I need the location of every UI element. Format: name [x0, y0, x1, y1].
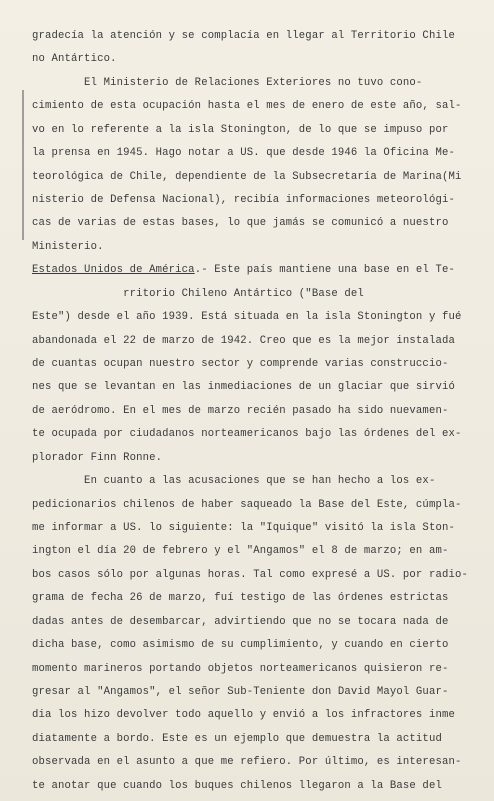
margin-mark-line [22, 90, 24, 240]
text-line: no Antártico. [32, 53, 117, 66]
text-line: momento marineros portando objetos norteamericanos quisieron re- [32, 662, 449, 675]
text-line: dia los hizo devolver todo aquello y envió a los infractores inme [32, 709, 455, 722]
text-line: pedicionarios chilenos de haber saqueado la Base del Este, cúmpla- [32, 498, 462, 511]
text-line: nes que se levantan en las inmediaciones de un glaciar que sirvió [32, 381, 455, 394]
text-line: En cuanto a las acusaciones que se han hecho a los ex- [32, 475, 436, 488]
text-line: nisterio de Defensa Nacional), recibía informaciones meteorológi- [32, 194, 455, 206]
text-line: vo en lo referente a la isla Stonington, de lo que se impuso por [32, 123, 449, 136]
text-line: dadas antes de desembarcar, advirtiendo que no se tocara nada de [32, 615, 449, 628]
text-line: te ocupada por ciudadanos norteamericanos bajo las órdenes del ex- [32, 428, 462, 441]
text-line: cimiento de esta ocupación hasta el mes de enero de este año, sal- [32, 100, 462, 113]
text-line: El Ministerio de Relaciones Exteriores no tuvo cono- [32, 76, 423, 89]
text-line: abandonada el 22 de marzo de 1942. Creo que es la mejor instalada [32, 334, 455, 347]
section-heading: Estados Unidos de América [32, 264, 195, 277]
text-line: Ministerio. [32, 240, 104, 253]
text-line: me informar a US. lo siguiente: la "Iquique" visitó la isla Ston- [32, 522, 455, 535]
text-line: gradecía la atención y se complacía en llegar al Territorio Chile [32, 30, 455, 42]
text-line: te anotar que cuando los buques chilenos llegaron a la Base del [32, 779, 442, 792]
text-line: de cuantas ocupan nuestro sector y comprende varias construccio- [32, 358, 449, 371]
text-line: de aeródromo. En el mes de marzo recién pasado ha sido nuevamen- [32, 404, 449, 417]
text-line: cas de varias de estas bases, lo que jamás se comunicó a nuestro [32, 217, 449, 230]
text-line: observada en el asunto a que me refiero. Por último, es interesan- [32, 756, 462, 769]
text-line: la prensa en 1945. Hago notar a US. que desde 1946 la Oficina Me- [32, 147, 455, 160]
text-line: dicha base, como asimismo de su cumplimiento, y cuando en cierto [32, 639, 449, 652]
text-line: grama de fecha 26 de marzo, fuí testigo de las órdenes estrictas [32, 592, 449, 605]
text-line: Estados Unidos de América.- Este país mantiene una base en el Te- [32, 264, 455, 277]
text-line: Este") desde el año 1939. Está situada en la isla Stonington y fué [32, 311, 462, 324]
text-line: diatamente a bordo. Este es un ejemplo que demuestra la actitud [32, 732, 442, 745]
text-line: bos casos sólo por algunas horas. Tal como expresé a US. por radio- [32, 568, 468, 581]
text-line: gresar al "Angamos", el señor Sub-Teniente don David Mayol Guar- [32, 686, 449, 699]
text-line: rritorio Chileno Antártico ("Base del [32, 287, 364, 300]
text-line: teorológica de Chile, dependiente de la Subsecretaría de Marina(Mi [32, 170, 462, 183]
text-line: ington el día 20 de febrero y el "Angamos" el 8 de marzo; en am- [32, 545, 449, 558]
text-line: plorador Finn Ronne. [32, 451, 163, 464]
